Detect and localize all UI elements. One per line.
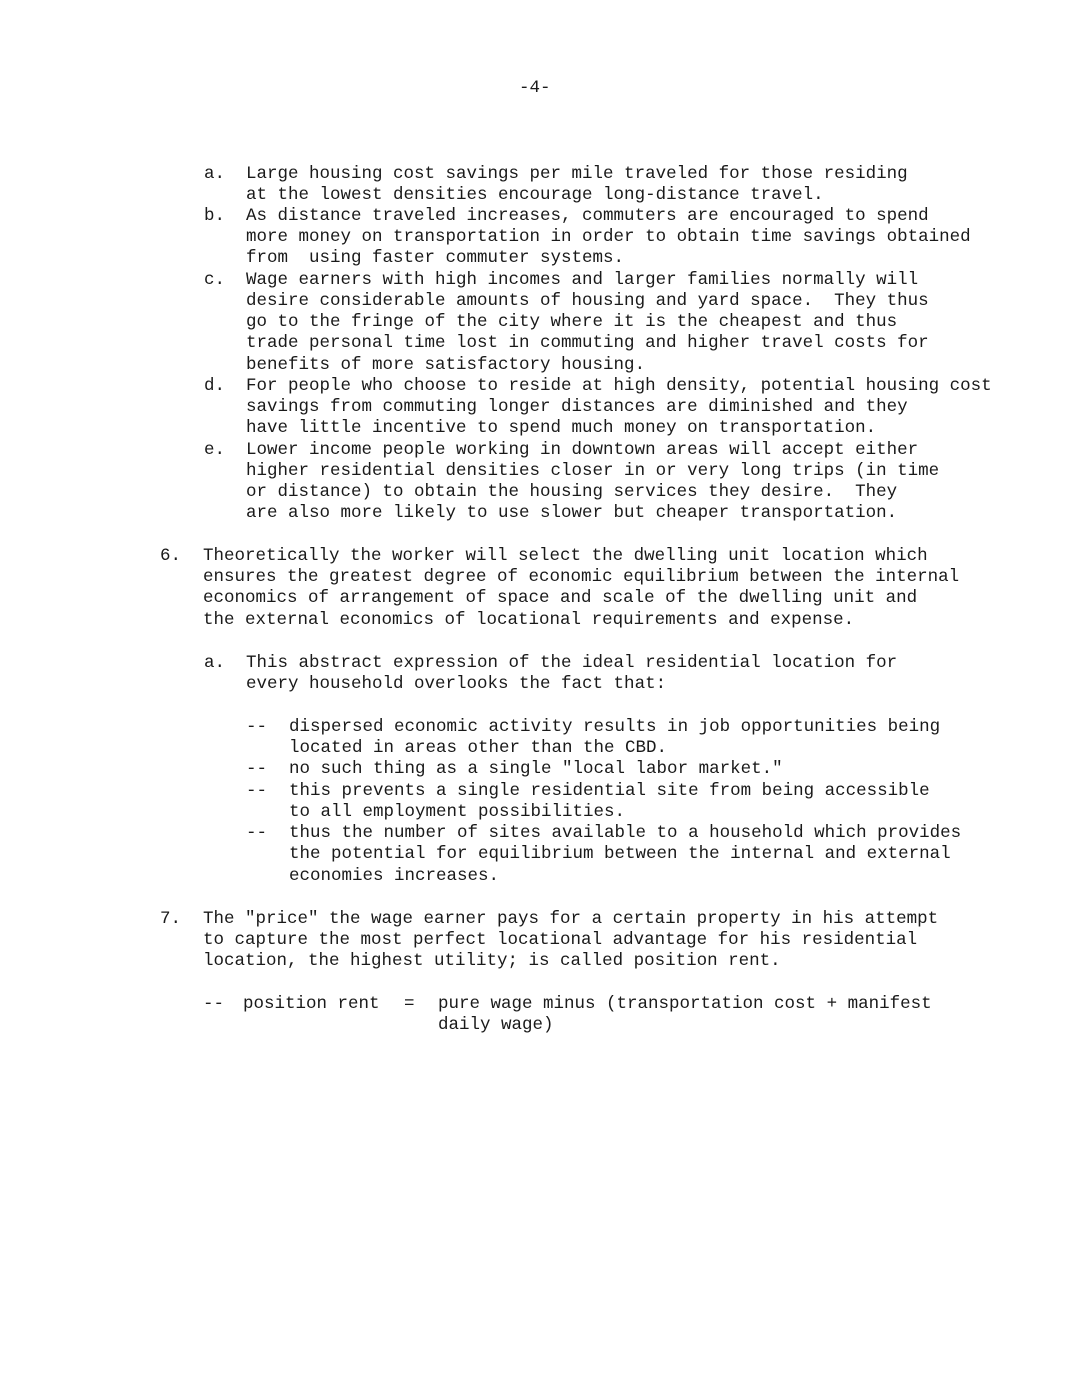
dash-3-line-2: to all employment possibilities. [289,802,626,822]
dash-4-line-3: economies increases. [289,866,500,886]
item-d-line-2: savings from commuting longer distances are diminished and they [246,397,908,417]
item-b-line-1: As distance traveled increases, commuters are encouraged to spend [246,206,929,226]
dash-4-line-2: the potential for equilibrium between the internal and external [289,844,951,864]
dash-1-line-1: dispersed economic activity results in job opportunities being [289,717,941,737]
item-7-line-2: to capture the most perfect locational advantage for his residential [203,930,918,950]
list-marker-c: c. [204,270,226,290]
dash-marker-4: -- [246,823,268,843]
item-a-line-1: Large housing cost savings per mile traveled for those residing [246,164,908,184]
dash-4-line-1: thus the number of sites available to a household which provides [289,823,962,843]
item-a-line-2: at the lowest densities encourage long-distance travel. [246,185,824,205]
item-6-marker: 6. [160,546,182,566]
item-c-line-5: benefits of more satisfactory housing. [246,355,646,375]
item-6-line-1: Theoretically the worker will select the dwelling unit location which [203,546,928,566]
item-c-line-2: desire considerable amounts of housing and yard space. They thus [246,291,929,311]
formula-line-1: pure wage minus (transportation cost + manifest [438,994,932,1014]
item-b-line-2: more money on transportation in order to obtain time savings obtained [246,227,971,247]
item-b-line-3: from using faster commuter systems. [246,248,625,268]
item-c-line-4: trade personal time lost in commuting and higher travel costs for [246,333,929,353]
dash-2-line-1: no such thing as a single "local labor market." [289,759,783,779]
list-marker-a: a. [204,164,226,184]
formula-line-2: daily wage) [438,1015,554,1035]
item-6a-marker: a. [204,653,226,673]
item-6-line-2: ensures the greatest degree of economic equilibrium between the internal [203,567,960,587]
item-e-line-1: Lower income people working in downtown areas will accept either [246,440,919,460]
page-number: -4- [519,78,551,98]
dash-marker-1: -- [246,717,268,737]
formula-dash: -- [203,994,225,1014]
dash-3-line-1: this prevents a single residential site from being accessible [289,781,930,801]
item-6a-line-2: every household overlooks the fact that: [246,674,667,694]
item-6-line-4: the external economics of locational requirements and expense. [203,610,855,630]
item-7-line-3: location, the highest utility; is called position rent. [203,951,781,971]
item-e-line-3: or distance) to obtain the housing services they desire. They [246,482,898,502]
item-d-line-1: For people who choose to reside at high density, potential housing cost [246,376,992,396]
list-marker-e: e. [204,440,226,460]
item-e-line-2: higher residential densities closer in or very long trips (in time [246,461,940,481]
item-c-line-1: Wage earners with high incomes and larger families normally will [246,270,919,290]
item-7-line-1: The "price" the wage earner pays for a certain property in his attempt [203,909,939,929]
item-d-line-3: have little incentive to spend much money on transportation. [246,418,877,438]
list-marker-d: d. [204,376,226,396]
item-6a-line-1: This abstract expression of the ideal residential location for [246,653,898,673]
item-7-marker: 7. [160,909,182,929]
dash-marker-3: -- [246,781,268,801]
list-marker-b: b. [204,206,226,226]
item-6-line-3: economics of arrangement of space and scale of the dwelling unit and [203,588,918,608]
dash-marker-2: -- [246,759,268,779]
formula-term: position rent [243,994,380,1014]
item-e-line-4: are also more likely to use slower but cheaper transportation. [246,503,898,523]
dash-1-line-2: located in areas other than the CBD. [289,738,668,758]
formula-equals: = [404,994,415,1014]
item-c-line-3: go to the fringe of the city where it is the cheapest and thus [246,312,898,332]
